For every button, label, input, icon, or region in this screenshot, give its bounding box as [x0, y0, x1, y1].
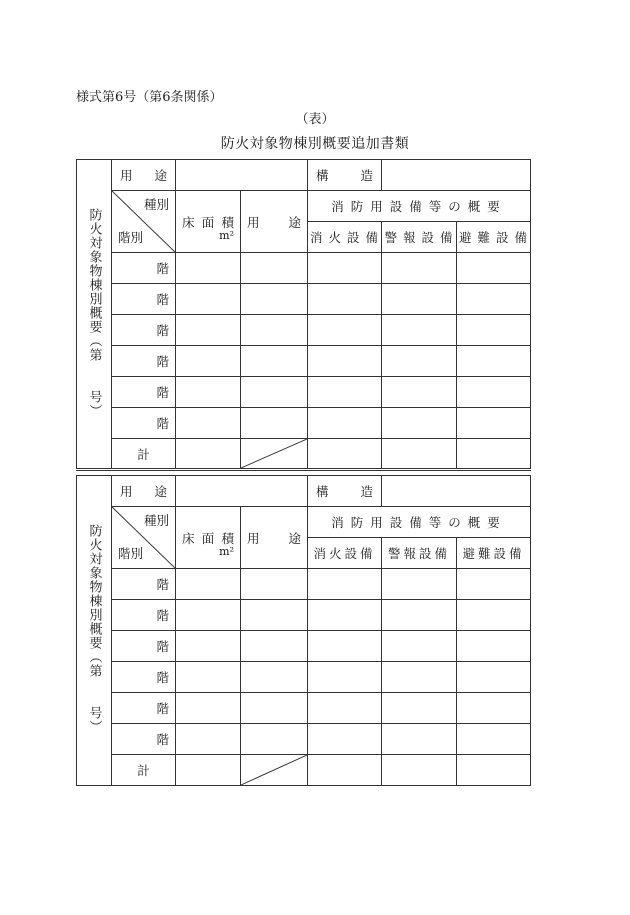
fire-extinguishing-header: 消火設備 — [308, 538, 382, 569]
total-alarm-input[interactable] — [382, 439, 457, 470]
floor-label: 階別 — [118, 546, 144, 561]
use-input[interactable] — [176, 476, 308, 507]
alarm-input[interactable] — [382, 408, 457, 439]
area-unit: m² — [219, 545, 234, 558]
total-label: 計 — [112, 439, 176, 470]
alarm-input[interactable] — [382, 284, 457, 315]
alarm-input[interactable] — [382, 315, 457, 346]
use-input[interactable] — [176, 160, 308, 191]
evac-input[interactable] — [457, 253, 531, 284]
extinguish-input[interactable] — [308, 346, 382, 377]
use-input[interactable] — [241, 724, 308, 755]
alarm-input[interactable] — [382, 253, 457, 284]
evac-input[interactable] — [457, 408, 531, 439]
form-number-label: 様式第6号（第6条関係） — [76, 90, 223, 105]
use-input[interactable] — [241, 253, 308, 284]
area-input[interactable] — [176, 631, 241, 662]
use-col-header: 用 途 — [241, 507, 308, 569]
evac-input[interactable] — [457, 569, 531, 600]
type-label: 種別 — [143, 197, 169, 212]
total-evac-input[interactable] — [457, 439, 531, 470]
structure-input[interactable] — [382, 160, 531, 191]
structure-label-cell: 構 造 — [308, 160, 382, 191]
alarm-input[interactable] — [382, 662, 457, 693]
floor-row-label: 階 — [112, 631, 176, 662]
extinguish-input[interactable] — [308, 253, 382, 284]
side-label — [77, 476, 112, 786]
use-input[interactable] — [241, 600, 308, 631]
use-input[interactable] — [241, 315, 308, 346]
total-area-input[interactable] — [176, 439, 241, 470]
use-input[interactable] — [241, 662, 308, 693]
use-label-cell: 用 途 — [112, 160, 176, 191]
floor-row-label: 階 — [112, 408, 176, 439]
area-input[interactable] — [176, 346, 241, 377]
side-label-text: 防火対象物棟別概要（第 号） — [86, 207, 102, 418]
alarm-input[interactable] — [382, 600, 457, 631]
facility-overview-header: 消防用設備等の概要 — [308, 507, 531, 538]
side-label — [77, 160, 112, 470]
floor-row-label: 階 — [112, 284, 176, 315]
area-input[interactable] — [176, 662, 241, 693]
area-input[interactable] — [176, 377, 241, 408]
floor-label: 階別 — [118, 230, 144, 245]
extinguish-input[interactable] — [308, 315, 382, 346]
total-area-input[interactable] — [176, 755, 241, 786]
area-input[interactable] — [176, 693, 241, 724]
use-label-cell: 用 途 — [112, 476, 176, 507]
area-input[interactable] — [176, 408, 241, 439]
extinguish-input[interactable] — [308, 662, 382, 693]
floor-row-label: 階 — [112, 315, 176, 346]
area-input[interactable] — [176, 315, 241, 346]
evac-input[interactable] — [457, 284, 531, 315]
use-input[interactable] — [241, 693, 308, 724]
area-input[interactable] — [176, 284, 241, 315]
floor-area-header: 床 面 積 m² — [176, 191, 241, 253]
extinguish-input[interactable] — [308, 724, 382, 755]
extinguish-input[interactable] — [308, 600, 382, 631]
extinguish-input[interactable] — [308, 569, 382, 600]
evac-input[interactable] — [457, 346, 531, 377]
use-input[interactable] — [241, 284, 308, 315]
type-floor-header — [112, 191, 176, 253]
total-use-struck — [241, 755, 308, 786]
evac-input[interactable] — [457, 662, 531, 693]
evac-input[interactable] — [457, 693, 531, 724]
side-indicator: （表） — [295, 112, 335, 127]
alarm-input[interactable] — [382, 569, 457, 600]
alarm-input[interactable] — [382, 631, 457, 662]
area-input[interactable] — [176, 724, 241, 755]
floor-row-label: 階 — [112, 346, 176, 377]
building-summary-table-1 — [76, 159, 531, 471]
area-unit: m² — [219, 229, 234, 242]
evac-input[interactable] — [457, 631, 531, 662]
floor-row-label: 階 — [112, 600, 176, 631]
side-label-text: 防火対象物棟別概要（第 号） — [86, 524, 102, 734]
use-input[interactable] — [241, 377, 308, 408]
evacuation-header: 避難設備 — [457, 538, 531, 569]
floor-row-label: 階 — [112, 569, 176, 600]
alarm-input[interactable] — [382, 377, 457, 408]
type-floor-header — [112, 507, 176, 569]
use-input[interactable] — [241, 569, 308, 600]
evac-input[interactable] — [457, 724, 531, 755]
total-label: 計 — [112, 755, 176, 786]
evacuation-header: 避 難 設 備 — [457, 222, 531, 253]
structure-input[interactable] — [382, 476, 531, 507]
total-extinguish-input[interactable] — [308, 439, 382, 470]
facility-overview-header: 消防用設備等の概要 — [308, 191, 531, 222]
alarm-input[interactable] — [382, 346, 457, 377]
evac-input[interactable] — [457, 377, 531, 408]
area-input[interactable] — [176, 253, 241, 284]
alarm-input[interactable] — [382, 724, 457, 755]
total-evac-input[interactable] — [457, 755, 531, 786]
area-input[interactable] — [176, 569, 241, 600]
floor-row-label: 階 — [112, 253, 176, 284]
alarm-header: 警 報 設 備 — [382, 222, 457, 253]
extinguish-input[interactable] — [308, 377, 382, 408]
type-label: 種別 — [143, 513, 169, 528]
use-input[interactable] — [241, 346, 308, 377]
structure-label-cell: 構 造 — [308, 476, 382, 507]
extinguish-input[interactable] — [308, 408, 382, 439]
alarm-input[interactable] — [382, 693, 457, 724]
extinguish-input[interactable] — [308, 631, 382, 662]
evac-input[interactable] — [457, 600, 531, 631]
total-alarm-input[interactable] — [382, 755, 457, 786]
floor-row-label: 階 — [112, 662, 176, 693]
alarm-header: 警報設備 — [382, 538, 457, 569]
total-extinguish-input[interactable] — [308, 755, 382, 786]
floor-row-label: 階 — [112, 693, 176, 724]
floor-row-label: 階 — [112, 724, 176, 755]
extinguish-input[interactable] — [308, 693, 382, 724]
use-input[interactable] — [241, 631, 308, 662]
use-col-header: 用 途 — [241, 191, 308, 253]
total-use-struck — [241, 439, 308, 470]
document-title: 防火対象物棟別概要追加書類 — [220, 136, 410, 152]
use-input[interactable] — [241, 408, 308, 439]
building-summary-table-2 — [76, 475, 531, 786]
evac-input[interactable] — [457, 315, 531, 346]
floor-row-label: 階 — [112, 377, 176, 408]
area-input[interactable] — [176, 600, 241, 631]
extinguish-input[interactable] — [308, 284, 382, 315]
floor-area-header: 床 面 積 m² — [176, 507, 241, 569]
fire-extinguishing-header: 消 火 設 備 — [308, 222, 382, 253]
